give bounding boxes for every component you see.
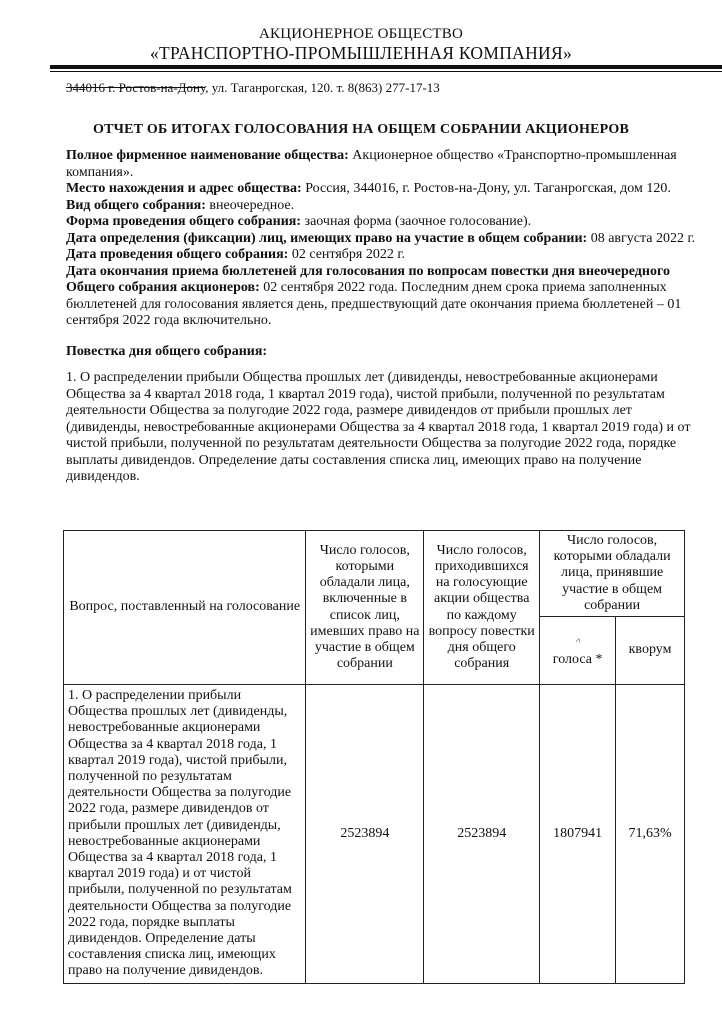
- field-record-date: Дата определения (фиксации) лиц, имеющих право на участие в общем собрании: 08 августа 2022 г.: [66, 230, 696, 246]
- header-votes: ^ голоса *: [540, 617, 616, 685]
- row-quorum: 71,63%: [616, 685, 685, 984]
- header-votes-present: Число голосов, которыми обладали лица, принявшие участие в общем собрании: [540, 531, 685, 617]
- header-rule-thin: [50, 71, 722, 72]
- field-meeting-date: Дата проведения общего собрания: 02 сентября 2022 г.: [66, 247, 406, 262]
- address-struck: 344016 г. Ростов-на-Дону: [66, 80, 206, 95]
- header-votes-list: Число голосов, которыми обладали лица, включенные в список лиц, имевших право на участие в общем собрании: [306, 531, 424, 685]
- table-header-row: [64, 531, 685, 617]
- company-address: [66, 80, 440, 96]
- voting-results-table: [63, 530, 685, 984]
- report-title: ОТЧЕТ ОБ ИТОГАХ ГОЛОСОВАНИЯ НА ОБЩЕМ СОБРАНИИ АКЦИОНЕРОВ: [93, 122, 629, 137]
- field-meeting-form: Форма проведения общего собрания: заочная форма (заочное голосование).: [66, 214, 532, 229]
- table-row: [64, 685, 685, 984]
- header-question: Вопрос, поставленный на голосование: [64, 531, 306, 685]
- company-name: «ТРАНСПОРТНО-ПРОМЫШЛЕННАЯ КОМПАНИЯ»: [149, 43, 573, 63]
- agenda-heading: Повестка дня общего собрания:: [66, 343, 268, 359]
- agenda-item-1: 1. О распределении прибыли Общества прошлых лет (дивиденды, невостребованные акционерами Общества за 4 квартал 2018 года, 1 квартал 2019 года), чистой прибыли, полученной по результатам деятельности Общества за полугодие 2022 года, размере дивидендов от прибыли прошлых лет (дивиденды, невостребованные акционерами Общества за 4 квартал 2018 года, 1 квартал 2019 года) и от чистой прибыли, полученной по результатам деятельности Общества за полугодие 2022 года, порядке выплаты дивидендов. Определение даты составления списка лиц, имеющих право на получение дивидендов.: [66, 370, 691, 484]
- field-company-name: Полное фирменное наименование общества: Акционерное общество «Транспортно-промышленная компания».: [66, 148, 677, 180]
- company-type: АКЦИОНЕРНОЕ ОБЩЕСТВО: [259, 26, 463, 42]
- row-question: 1. О распределении прибыли Общества прошлых лет (дивиденды, невостребованные акционерами Общества за 4 квартал 2018 года, 1 квартал 2019 года), чистой прибыли, полученной по результатам деятельности Общества за полугодие 2022 года, размере дивидендов от прибыли прошлых лет (дивиденды, невостребованные акционерами Общества за 4 квартал 2018 года, 1 квартал 2019 года) и от чистой прибыли, полученной по результатам деятельности Общества за полугодие 2022 года, порядке выплаты дивидендов. Определение даты составления списка лиц, имеющих право на получение дивидендов.: [64, 685, 306, 984]
- field-meeting-type: Вид общего собрания: внеочередное.: [66, 197, 295, 213]
- address-rest: , ул. Таганрогская, 120. т. 8(863) 277-17-13: [205, 80, 440, 95]
- header-votes-shares: Число голосов, приходившихся на голосующие акции общества по каждому вопросу повестки дня общего собрания: [424, 531, 540, 685]
- header-quorum: кворум: [616, 617, 685, 685]
- pen-mark-icon: ^: [573, 635, 582, 647]
- field-address: Место нахождения и адрес общества: Россия, 344016, г. Ростов-на-Дону, ул. Таганрогская, дом 120.: [66, 181, 671, 196]
- report-body: [66, 148, 698, 486]
- row-votes-shares: 2523894: [424, 685, 540, 984]
- header-rule-thick: [50, 65, 722, 69]
- row-votes-list: 2523894: [306, 685, 424, 984]
- row-votes: 1807941: [540, 685, 616, 984]
- field-ballot-deadline: Дата окончания приема бюллетеней для голосования по вопросам повестки дня внеочередного Общего собрания акционеров: 02 сентября 2022 года. Последним днем срока приема заполненных бюллетеней для голосования является день, предшествующий дате окончания приема бюллетеней – 01 сентября 2022 года включительно.: [66, 263, 682, 328]
